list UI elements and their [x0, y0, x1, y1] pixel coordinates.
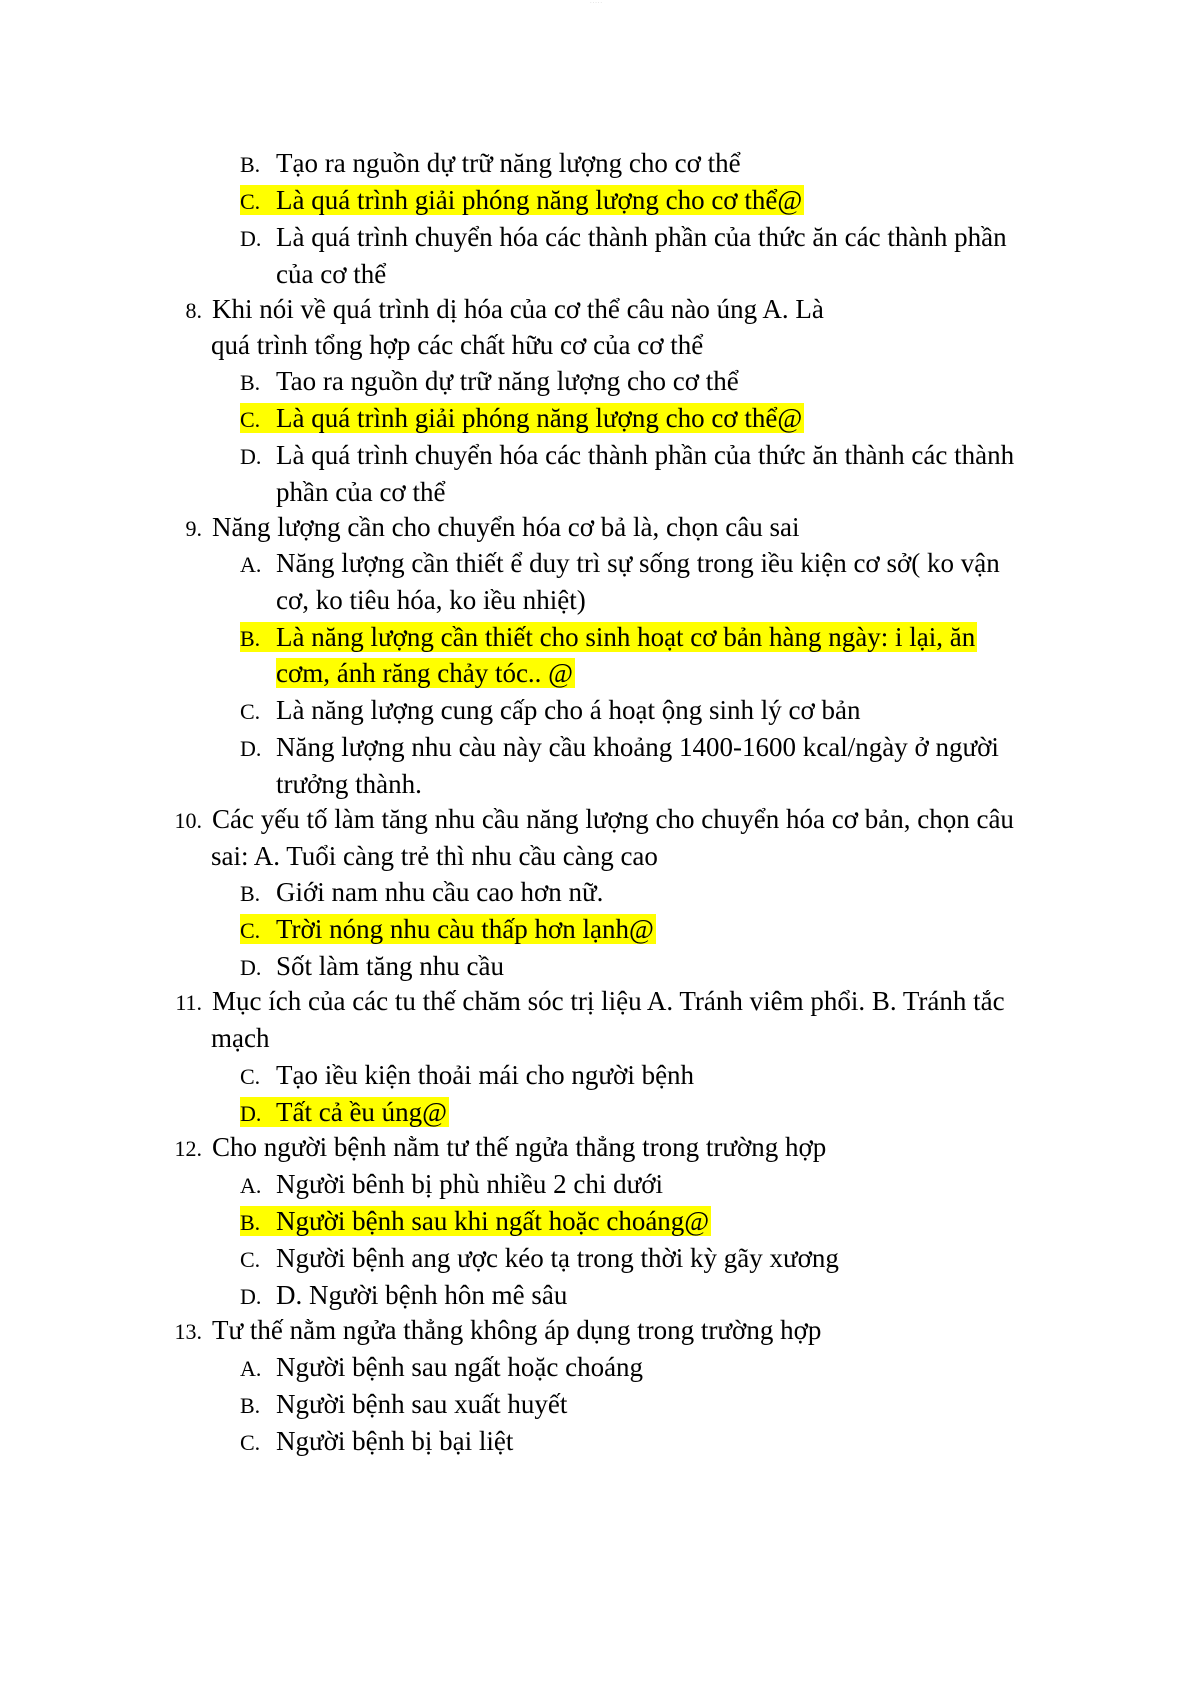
option-label: D.: [240, 1284, 262, 1309]
option-label: A.: [240, 1356, 262, 1381]
question-line: [150, 1129, 826, 1167]
option-label: D.: [240, 226, 262, 251]
option-label: A.: [240, 1173, 262, 1198]
option-label: B.: [240, 1210, 261, 1235]
question-text: Mục ích của các tu thế chăm sóc trị liệu A. Tránh viêm phổi. B. Tránh tắc: [212, 986, 1005, 1016]
option-label: B.: [240, 1393, 261, 1418]
option-text: Người bênh bị phù nhiều 2 chi dưới: [276, 1169, 664, 1199]
option-label: B.: [240, 881, 261, 906]
option-text: Người bệnh sau khi ngất hoặc choáng@: [276, 1206, 710, 1236]
option-label: C.: [240, 1430, 261, 1455]
option-text: Người bệnh ang ược kéo tạ trong thời kỳ gãy xương: [276, 1243, 839, 1273]
option-continuation: [276, 474, 445, 510]
answer-option: [240, 874, 603, 912]
option-label: C.: [240, 189, 261, 214]
answer-option: [240, 1386, 567, 1424]
question-continuation: [211, 1020, 269, 1056]
option-label: A.: [240, 552, 262, 577]
option-text: Người bệnh sau xuất huyết: [276, 1389, 568, 1419]
option-continuation: [276, 256, 386, 292]
option-text: Tạo iều kiện thoải mái cho người bệnh: [276, 1060, 695, 1090]
question-text: Năng lượng cần cho chuyển hóa cơ bả là, chọn câu sai: [212, 512, 800, 542]
option-label: B.: [240, 370, 261, 395]
answer-option: [240, 1166, 663, 1204]
option-text: D. Người bệnh hôn mê sâu: [276, 1280, 568, 1310]
option-text: Là năng lượng cần thiết cho sinh hoạt cơ bản hàng ngày: i lại, ăn: [276, 622, 976, 652]
question-line: [150, 983, 1005, 1021]
continuation-text: mạch: [211, 1023, 270, 1053]
question-number: 12.: [174, 1136, 202, 1161]
question-number: 9.: [185, 516, 202, 541]
question-text: Khi nói về quá trình dị hóa của cơ thể câu nào úng A. Là: [212, 294, 824, 324]
option-label: D.: [240, 1101, 262, 1126]
question-number: 10.: [174, 808, 202, 833]
option-continuation: [276, 655, 575, 691]
option-label: C.: [240, 699, 261, 724]
option-text: Năng lượng nhu càu này cầu khoảng 1400-1600 kcal/ngày ở người: [276, 732, 999, 762]
answer-option: [240, 400, 804, 438]
option-label: C.: [240, 1064, 261, 1089]
option-label: D.: [240, 444, 262, 469]
answer-option: [240, 437, 1014, 475]
continuation-text: cơm, ánh răng chảy tóc.. @: [276, 658, 574, 688]
answer-option: [240, 1240, 839, 1278]
option-text: Giới nam nhu cầu cao hơn nữ.: [276, 877, 604, 907]
continuation-text: sai: A. Tuổi càng trẻ thì nhu cầu càng cao: [211, 841, 658, 871]
answer-option: [240, 363, 739, 401]
answer-option: [240, 545, 1000, 583]
answer-option: [240, 1203, 711, 1241]
answer-option: [240, 1349, 643, 1387]
answer-option: [240, 182, 804, 220]
answer-option: [240, 729, 999, 767]
option-text: Sốt làm tăng nhu cầu: [276, 951, 504, 981]
option-continuation: [276, 766, 422, 802]
option-text: Tất cả ều úng@: [276, 1097, 448, 1127]
question-text: Cho người bệnh nằm tư thế ngửa thẳng trong trường hợp: [212, 1132, 827, 1162]
question-text: Các yếu tố làm tăng nhu cầu năng lượng cho chuyển hóa cơ bản, chọn câu: [212, 804, 1014, 834]
question-line: [150, 1312, 821, 1350]
answer-option: [240, 1094, 449, 1132]
option-text: Người bệnh sau ngất hoặc choáng: [276, 1352, 644, 1382]
question-continuation: [211, 327, 703, 363]
option-text: Tao ra nguồn dự trữ năng lượng cho cơ thể: [276, 366, 739, 396]
option-text: Là quá trình chuyển hóa các thành phần của thức ăn các thành phần: [276, 222, 1007, 252]
option-text: Là quá trình giải phóng năng lượng cho cơ thể@: [276, 185, 803, 215]
question-continuation: [211, 838, 658, 874]
option-text: Là quá trình chuyển hóa các thành phần của thức ăn thành các thành: [276, 440, 1015, 470]
continuation-text: cơ, ko tiêu hóa, ko iều nhiệt): [276, 585, 586, 615]
option-label: D.: [240, 955, 262, 980]
question-number: 11.: [175, 990, 202, 1015]
answer-option: [240, 911, 656, 949]
continuation-text: trưởng thành.: [276, 769, 422, 799]
question-text: Tư thế nằm ngửa thẳng không áp dụng trong trường hợp: [212, 1315, 822, 1345]
option-text: Là năng lượng cung cấp cho á hoạt ộng sinh lý cơ bản: [276, 695, 861, 725]
option-label: B.: [240, 626, 261, 651]
answer-option: [240, 219, 1007, 257]
option-label: D.: [240, 736, 262, 761]
answer-option: [240, 1277, 567, 1315]
question-line: [150, 801, 1014, 839]
answer-option: [240, 692, 861, 730]
option-text: Người bệnh bị bại liệt: [276, 1426, 514, 1456]
header-watermark: · · · · ·: [590, 0, 602, 5]
answer-option: [240, 1423, 513, 1461]
question-number: 13.: [174, 1319, 202, 1344]
answer-option: [240, 619, 977, 657]
option-text: Là quá trình giải phóng năng lượng cho cơ thể@: [276, 403, 803, 433]
question-line: [150, 291, 824, 329]
question-number: 8.: [185, 298, 202, 323]
option-label: C.: [240, 918, 261, 943]
option-label: C.: [240, 1247, 261, 1272]
option-text: Trời nóng nhu càu thấp hơn lạnh@: [276, 914, 654, 944]
option-label: B.: [240, 152, 261, 177]
answer-option: [240, 145, 741, 183]
continuation-text: của cơ thể: [276, 259, 387, 289]
question-line: [150, 509, 799, 547]
answer-option: [240, 1057, 694, 1095]
option-label: C.: [240, 407, 261, 432]
option-text: Năng lượng cần thiết ể duy trì sự sống trong iều kiện cơ sở( ko vận: [276, 548, 1000, 578]
continuation-text: phần của cơ thể: [276, 477, 446, 507]
option-text: Tạo ra nguồn dự trữ năng lượng cho cơ thể: [276, 148, 741, 178]
answer-option: [240, 948, 504, 986]
continuation-text: quá trình tổng hợp các chất hữu cơ của cơ thể: [211, 330, 704, 360]
option-continuation: [276, 582, 586, 618]
